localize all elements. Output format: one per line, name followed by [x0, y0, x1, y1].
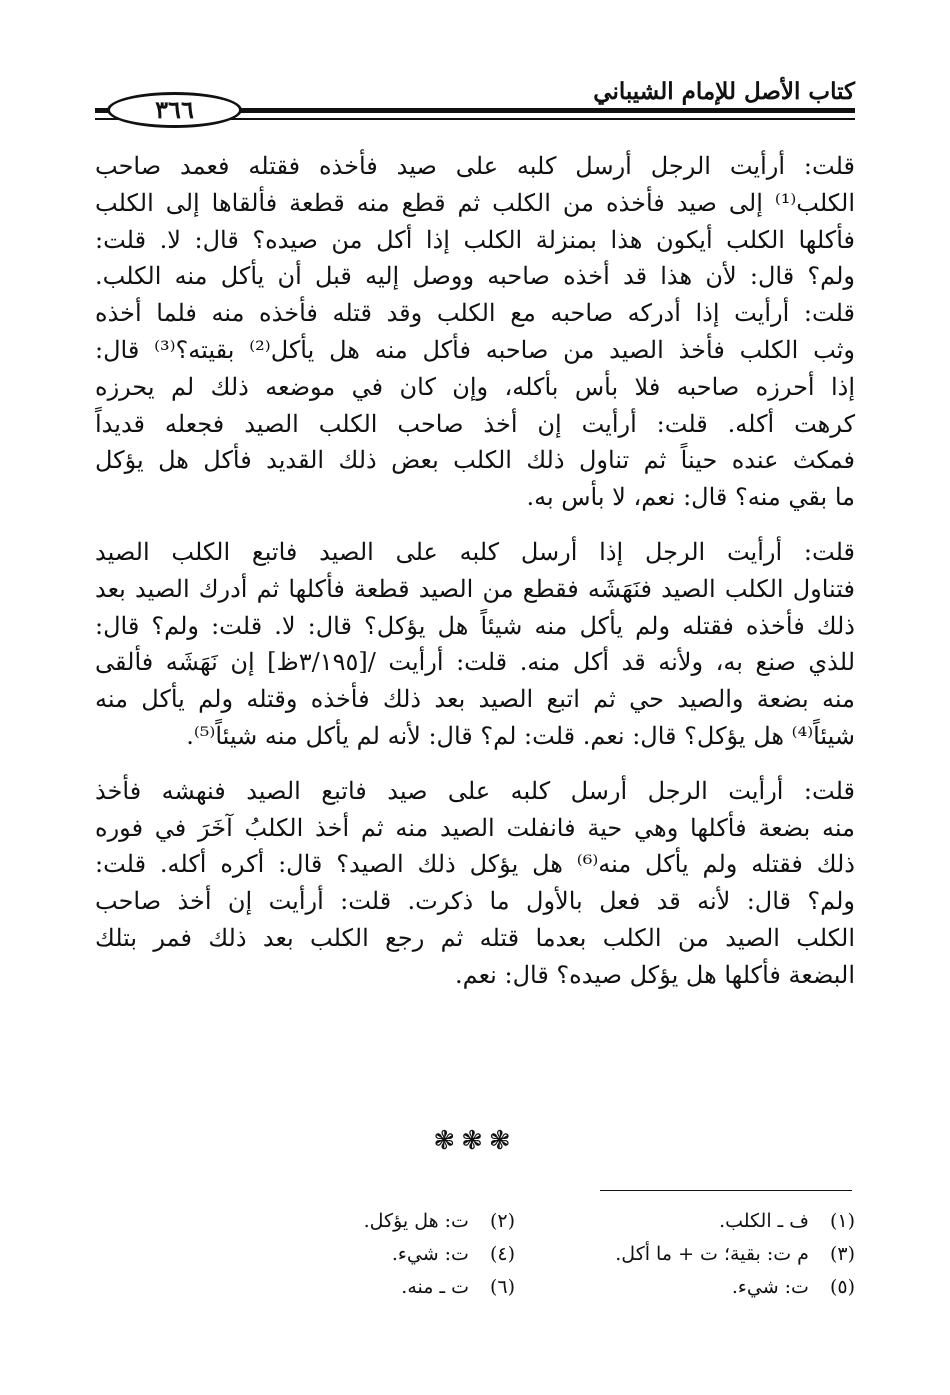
- text-line: ذلك فقتله ولم يأكل منه⁽⁶⁾ هل يؤكل ذلك الصيد؟ قال: أكره أكله. قلت:: [95, 850, 855, 879]
- text-line: شيئاً⁽⁴⁾ هل يؤكل؟ قال: نعم. قلت: لم؟ قال: لأنه لم يأكل منه شيئاً⁽⁵⁾.: [186, 721, 855, 750]
- text-line: ما بقي منه؟ قال: نعم، لا بأس به.: [526, 483, 855, 512]
- page-number: ٣٦٦: [107, 92, 242, 128]
- text-line: منه بضعة فأكلها وهي حية فانفلت الصيد منه ثم أخذ الكلبُ آخَرَ في فوره: [95, 813, 855, 842]
- footnote: [515, 1238, 855, 1271]
- text-line: كرهت أكله. قلت: أرأيت إن أخذ صاحب الكلب الصيد فجعله قديداً: [95, 409, 855, 438]
- footnote-text: ت: شيء.: [391, 1243, 469, 1265]
- text-line: قلت: أرأيت الرجل أرسل كلبه على صيد فاتبع الصيد فنهشه فأخذ: [95, 776, 855, 805]
- footnote-text: ف ـ الكلب.: [719, 1210, 809, 1232]
- footnote-text: ت: شيء.: [731, 1276, 809, 1298]
- text-line: قلت: أرأيت الرجل أرسل كلبه على صيد فأخذه فقتله فعمد صاحب: [95, 152, 855, 180]
- page-header: [95, 72, 855, 142]
- footnote-row: [95, 1271, 855, 1304]
- footnote-row: [95, 1205, 855, 1238]
- footnote-number: (٢): [489, 1210, 515, 1232]
- section-separator: ❃❃❃: [433, 1126, 517, 1156]
- text-line: وثب الكلب فأخذ الصيد من صاحبه فأكل منه هل يأكل⁽²⁾ بقيته؟⁽³⁾ قال:: [95, 335, 855, 364]
- text-line: الكلب⁽¹⁾ إلى صيد فأخذه من الكلب ثم قطع منه قطعة فألقاها إلى الكلب: [95, 188, 855, 217]
- text-line: منه بضعة والصيد حي ثم اتبع الصيد بعد ذلك فأخذه وقتله ولم يأكل منه: [95, 685, 855, 714]
- footnote: [175, 1238, 515, 1271]
- text-line: ولم؟ قال: لأنه قد فعل بالأول ما ذكرت. قلت: أرأيت إن أخذ صاحب: [95, 887, 855, 916]
- footnote-number: (٥): [829, 1276, 855, 1298]
- footnote-number: (٦): [489, 1276, 515, 1298]
- paragraph-1: [95, 148, 855, 516]
- text-line: للذي صنع به، ولأنه قد أكل منه. قلت: أرأيت /[٣/١٩٥ظ] إن نَهَشَه فألقى: [95, 648, 856, 677]
- footnote-text: ت: هل يؤكل.: [363, 1210, 469, 1232]
- footnote: [175, 1205, 515, 1238]
- book-title: كتاب الأصل للإمام الشيباني: [593, 78, 855, 105]
- text-line: الكلب الصيد من الكلب بعدما قتله ثم رجع الكلب بعد ذلك فمر بتلك: [95, 923, 855, 952]
- text-line: ولم؟ قال: لأن هذا قد أخذه صاحبه ووصل إليه قبل أن يأكل منه الكلب.: [95, 262, 855, 291]
- footnote-number: (٤): [489, 1243, 515, 1265]
- footnote-number: (٣): [829, 1243, 855, 1265]
- footnote: [515, 1271, 855, 1304]
- footnote: [175, 1271, 515, 1304]
- footnote-rule: [600, 1190, 852, 1191]
- paragraph-3: [95, 773, 855, 994]
- text-line: فأكلها الكلب أيكون هذا بمنزلة الكلب إذا أكل من صيده؟ قال: لا. قلت:: [95, 225, 855, 254]
- text-line: ذلك فأخذه فقتله ولم يأكل منه شيئاً هل يؤكل؟ قال: لا. قلت: ولم؟ قال:: [95, 611, 855, 640]
- text-line: إذا أحرزه صاحبه فلا بأس بأكله، وإن كان في موضعه ذلك لم يحرزه: [95, 372, 855, 401]
- text-line: البضعة فأكلها هل يؤكل صيده؟ قال: نعم.: [455, 960, 855, 989]
- footnote-text: م ت: بقية؛ ت + ما أكل.: [615, 1243, 809, 1265]
- text-line: قلت: أرأيت إذا أدركه صاحبه مع الكلب وقد قتله فأخذه منه فلما أخذه: [95, 299, 855, 328]
- text-line: فتناول الكلب الصيد فنَهَشَه فقطع من الصيد قطعة فأكلها ثم أدرك الصيد بعد: [95, 574, 855, 603]
- text-line: قلت: أرأيت الرجل إذا أرسل كلبه على الصيد فاتبع الكلب الصيد: [95, 537, 855, 566]
- footnote: [515, 1205, 855, 1238]
- footnote-row: [95, 1238, 855, 1271]
- footnote-number: (١): [829, 1210, 855, 1232]
- footnotes: [95, 1205, 855, 1304]
- paragraph-2: [95, 534, 855, 755]
- main-text: [95, 148, 855, 1012]
- footnote-text: ت ـ منه.: [401, 1276, 469, 1298]
- text-line: فمكث عنده حيناً ثم تناول ذلك الكلب بعض ذلك القديد فأكل هل يؤكل: [95, 446, 855, 475]
